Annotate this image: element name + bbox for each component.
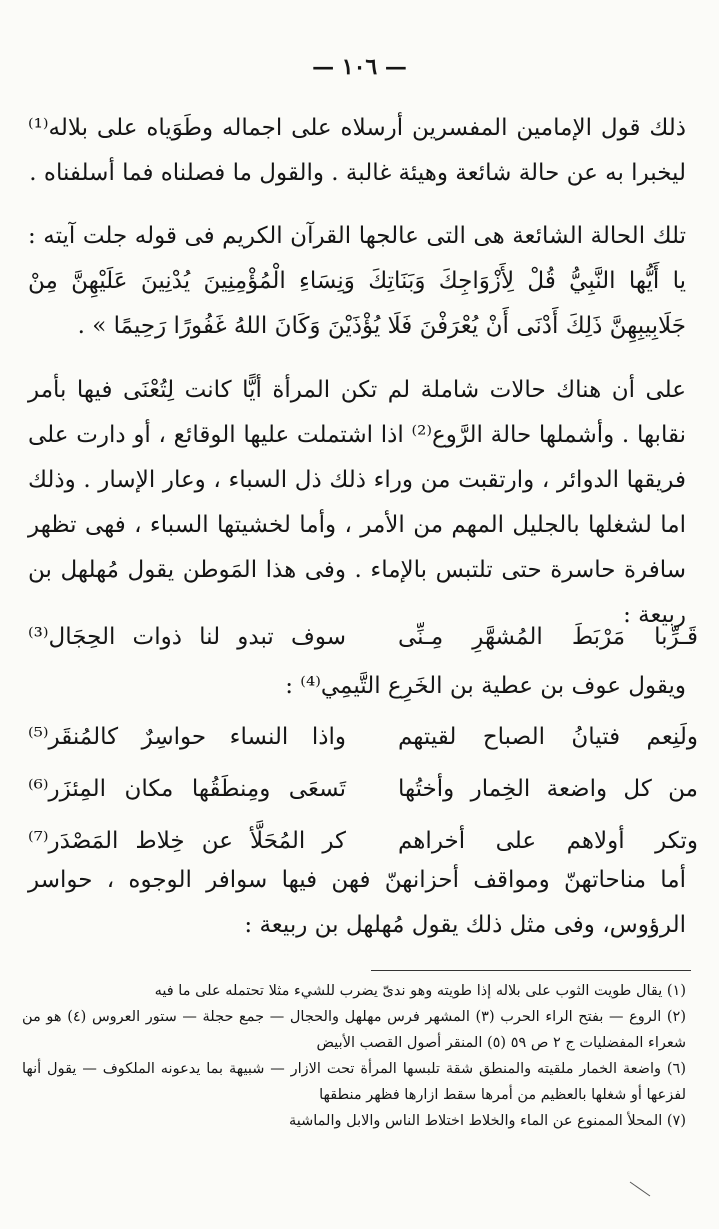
verse-line-3 bbox=[28, 764, 698, 814]
paragraph-quran-quote: تلك الحالة الشائعة هى التى عالجها القرآن الكريم فى قوله جلت آيته : يا أَيُّها النَّبِيُّ قُلْ لِأَزْوَاجِكَ وَبَنَاتِكَ وَنِسَاءِ الْمُؤْمِنِينَ يُدْنِينَ عَلَيْهِنَّ مِنْ جَلَابِيبِهِنَّ ذَلِكَ أَدْنَى أَنْ يُعْرَفْنَ فَلَا يُؤْذَيْنَ وَكَانَ اللهُ غَفُورًا رَحِيمًا » . bbox=[28, 223, 686, 339]
verse-4-second-hemistich: كر المُحَلَّأ عن خِلاط المَصْدَر⁽⁷⁾ bbox=[28, 828, 346, 854]
pen-stroke-mark bbox=[628, 1180, 652, 1198]
page-number: — ١٠٦ — bbox=[312, 54, 407, 80]
footnote-2-5: (٢) الروع — بفتح الراء الحرب (٣) المشهر فرس مهلهل والحجال — جمع حجلة — ستور العروس (٤) هو من شعراء المفضليات ج ٢ ص ٥٩ (٥) المنقر أصول القصب الأبيض bbox=[22, 1009, 686, 1051]
footnote-divider bbox=[371, 970, 691, 971]
footnote-6: (٦) واضعة الخمار ملقيته والمنطق شقة تلبسها المرأة تحت الازار — شبيهة بما يدعونه الملكوف — يقول أنها لفزعها أو شغلها بالعظيم من أمرها سقط ازارها فظهر منطقها bbox=[22, 1061, 686, 1103]
verse-2-first-hemistich: ولَنِعم فتيانُ الصباح لقيتهم bbox=[398, 724, 698, 750]
footnote-7: (٧) المحلأ الممنوع عن الماء والخلاط اختلاط الناس والابل والماشية bbox=[288, 1113, 686, 1129]
paragraph-4: ويقول عوف بن عطية بن الخَرِع التَّيمِي⁽⁴⁾ : bbox=[285, 673, 686, 699]
verse-line-2 bbox=[28, 712, 698, 762]
paragraph-5: أما مناحاتهنّ ومواقف أحزانهنّ فهن فيها سوافر الوجوه ، حواسر الرؤوس، وفى مثل ذلك يقول مُهلهل بن ربيعة : bbox=[28, 867, 686, 938]
paragraph-1: ذلك قول الإمامين المفسرين أرسلاه على اجماله وطَوَياه على بلاله⁽¹⁾ ليخبرا به عن حالة شائعة وهيئة غالبة . والقول ما فصلناه فما أسلفناه . bbox=[28, 115, 686, 186]
verse-1-first-hemistich: قَـرِّبا مَرْبَطَ المُشهَّرِ مِـنِّى bbox=[398, 624, 698, 650]
verse-1-second-hemistich: سوف تبدو لنا ذوات الحِجَال⁽³⁾ bbox=[28, 624, 346, 650]
verse-line-1 bbox=[28, 612, 698, 662]
verse-4-first-hemistich: وتكر أولاهم على أخراهم bbox=[398, 828, 698, 854]
verse-2-second-hemistich: واذا النساء حواسِرٌ كالمُنقَر⁽⁵⁾ bbox=[28, 724, 346, 750]
footnote-1: (١) يقال طويت الثوب على بلاله إذا طويته وهو ندىّ يضرب للشيء مثلا تحتمله على ما فيه bbox=[154, 983, 686, 999]
footnotes bbox=[22, 978, 686, 1134]
verse-3-first-hemistich: من كل واضعة الخِمار وأختُها bbox=[398, 776, 698, 802]
verse-3-second-hemistich: تَسعَى ومِنطَقُها مكان المِئزَر⁽⁶⁾ bbox=[28, 776, 346, 802]
paragraph-3: على أن هناك حالات شاملة لم تكن المرأة أيًّا كانت لِتُعْنَى فيها بأمر نقابها . وأشملها حالة الرَّوع⁽²⁾ اذا اشتملت عليها الوقائع ، أو دارت على فريقها الدوائر ، وارتقبت من وراء ذلك ذل السباء ، وعار الإسار . وذلك اما لشغلها بالجليل المهم من الأمر ، وأما لخشيتها السباء ، فهى تظهر سافرة حاسرة حتى تلتبس بالإماء . وفى هذا المَوطن يقول مُهلهل بن ربيعة : bbox=[28, 377, 687, 628]
